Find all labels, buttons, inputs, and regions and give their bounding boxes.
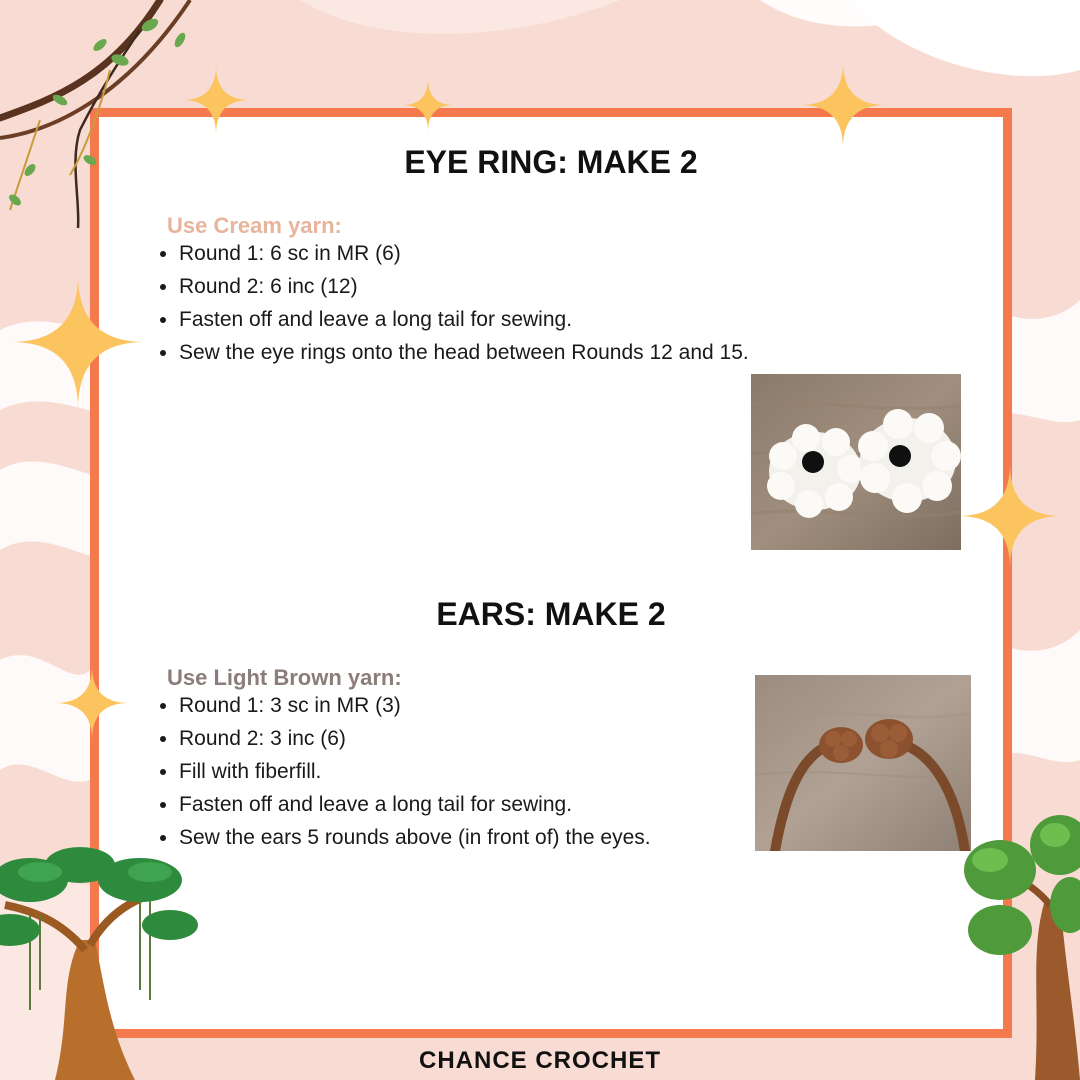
- list-item: • Round 1: 3 sc in MR (3): [179, 689, 651, 722]
- list-item: • Fill with fiberfill.: [179, 755, 651, 788]
- list-item: • Fasten off and leave a long tail for sewing.: [179, 788, 651, 821]
- list-item: • Round 2: 6 inc (12): [179, 270, 749, 303]
- list-item: • Round 1: 6 sc in MR (6): [179, 237, 749, 270]
- brand-footer: CHANCE CROCHET: [419, 1047, 661, 1074]
- cream-yarn-label: Use Cream yarn:: [167, 213, 342, 238]
- eye-rings-photo: [751, 374, 961, 550]
- ears-photo: [755, 675, 971, 851]
- recipe-card: [90, 108, 1012, 1038]
- list-item: • Round 2: 3 inc (6): [179, 722, 651, 755]
- list-item: • Sew the ears 5 rounds above (in front of) the eyes.: [179, 821, 651, 854]
- list-item: • Sew the eye rings onto the head between Rounds 12 and 15.: [179, 336, 749, 369]
- light-brown-yarn-label: Use Light Brown yarn:: [167, 665, 402, 690]
- ears-title: EARS: MAKE 2: [436, 596, 666, 632]
- eye-ring-steps: [155, 237, 749, 369]
- eye-ring-title: EYE RING: MAKE 2: [404, 144, 698, 180]
- list-item: • Fasten off and leave a long tail for sewing.: [179, 303, 749, 336]
- ears-steps: [155, 689, 651, 854]
